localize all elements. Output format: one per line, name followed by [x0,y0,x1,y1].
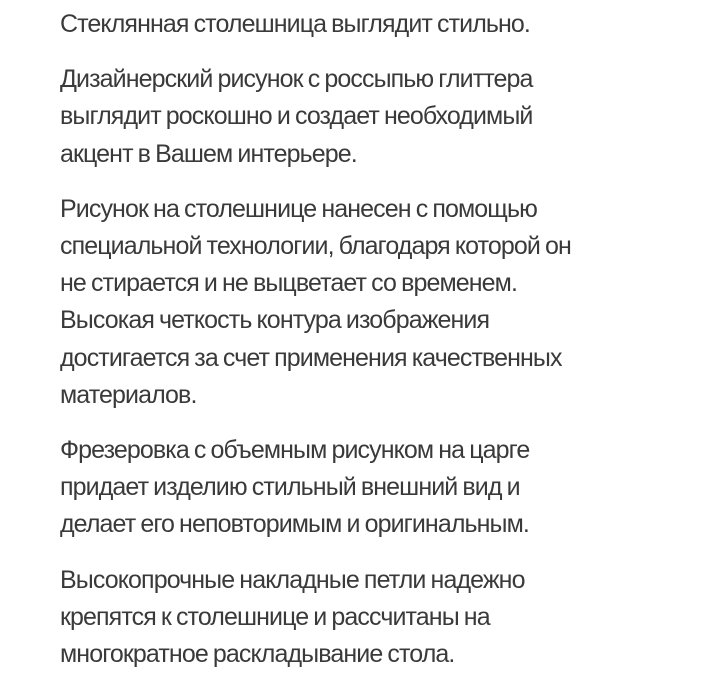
text-line: акцент в Вашем интерьере. [60,139,357,168]
paragraph-milling [60,432,710,544]
text-line: материалов. [60,380,197,409]
text-line: делает его неповторимым и оригинальным. [60,510,529,539]
paragraph-hinges [60,562,710,674]
text-line: Рисунок на столешнице нанесен с помощью [60,194,537,223]
text-line: придает изделию стильный внешний вид и [60,473,520,502]
text-line: Высокая четкость контура изображения [60,306,490,335]
text-line: специальной технологии, благодаря которой он [60,232,571,261]
paragraph-print-technology [60,191,710,414]
text-line: не стирается и не выцветает со временем. [60,269,518,298]
text-line: достигается за счет применения качественных [60,343,562,372]
text-line: выглядит роскошно и создает необходимый [60,102,533,131]
text-line: Дизайнерский рисунок с россыпью глиттера [60,65,533,94]
paragraph-glass-tabletop [60,6,710,43]
text-line: крепятся к столешнице и рассчитаны на [60,602,490,631]
paragraph-glitter-design [60,61,710,173]
text-line: Высокопрочные накладные петли надежно [60,565,525,594]
product-description [60,6,710,691]
text-line: Фрезеровка с объемным рисунком на царге [60,436,530,465]
text-line: Стеклянная столешница выглядит стильно. [60,10,530,38]
text-line: многократное раскладывание стола. [60,640,455,669]
